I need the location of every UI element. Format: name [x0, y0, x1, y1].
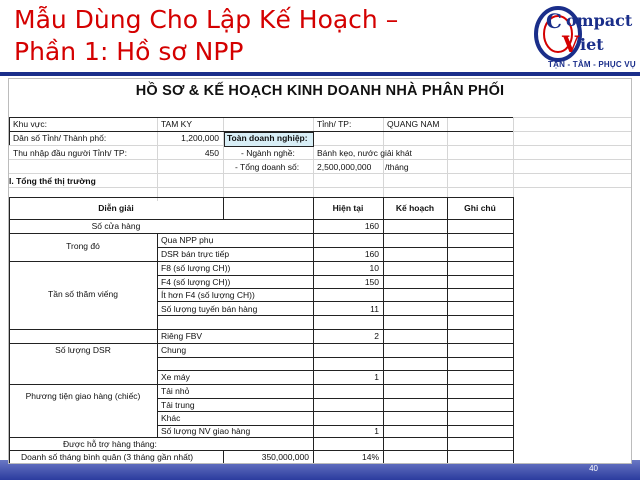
- row-dsr-ban-truc-tiep: DSR bán trực tiếp: [161, 249, 230, 259]
- row-tai-nho: Tải nhỏ: [161, 386, 190, 396]
- nganh-nghe-value: Bánh kẹo, nước giải khát: [317, 148, 412, 158]
- row-f4: F4 (số lượng CH)): [161, 277, 231, 287]
- khu-vuc-value: TAM KY: [161, 119, 193, 129]
- col-ghi-chu: Ghi chú: [464, 203, 496, 213]
- row-tai-trung: Tải trung: [161, 400, 195, 410]
- col-hien-tai: Hiện tại: [332, 203, 364, 213]
- row-so-nv-giao: Số lượng NV giao hàng: [161, 426, 251, 436]
- logo-tagline: TẬN - TÂM - PHỤC VỤ: [548, 60, 636, 69]
- row-it-hon-f4: Ít hơn F4 (số lượng CH)): [161, 290, 255, 300]
- rieng-fbv-value: 2: [374, 331, 379, 341]
- tinh-value: QUANG NAM: [387, 119, 440, 129]
- so-nv-giao-value: 1: [374, 426, 379, 436]
- row-xe-may: Xe máy: [161, 372, 190, 382]
- doanh-so-bq-value: 350,000,000: [261, 452, 309, 462]
- tong-ds-label: - Tổng doanh số:: [235, 162, 300, 172]
- row-so-luong-dsr: Số lượng DSR: [55, 345, 111, 355]
- row-so-cua-hang: Số cửa hàng: [91, 221, 141, 231]
- row-rieng-fbv: Riêng FBV: [161, 331, 203, 341]
- logo-v: V: [562, 32, 580, 58]
- spreadsheet: [8, 78, 632, 464]
- header-band: [0, 72, 640, 76]
- logo-compact-text: ompact: [566, 11, 633, 30]
- logo-viet-text: iet: [580, 35, 604, 54]
- f8-value: 10: [369, 263, 379, 273]
- row-trong-do: Trong đó: [66, 241, 100, 251]
- row-tan-so: Tần số thăm viếng: [48, 289, 118, 299]
- row-chung: Chung: [161, 345, 187, 355]
- slide-title-line1: Mẫu Dùng Cho Lập Kế Hoạch –: [14, 5, 399, 34]
- col-dien-giai: Diễn giải: [98, 203, 134, 213]
- tong-ds-value: 2,500,000,000: [317, 162, 372, 172]
- tong-ds-unit: /tháng: [385, 162, 409, 172]
- page-number: 40: [589, 464, 598, 473]
- nganh-nghe-label: - Ngành nghề:: [241, 148, 295, 158]
- dan-so-label: Dân số Tỉnh/ Thành phố:: [13, 133, 107, 143]
- row-f8: F8 (số lượng CH)): [161, 263, 231, 273]
- thu-nhap-label: Thu nhập đầu người Tỉnh/ TP:: [13, 148, 127, 158]
- tinh-label: Tỉnh/ TP:: [317, 119, 352, 129]
- row-qua-npp: Qua NPP phụ: [161, 235, 214, 245]
- khu-vuc-label: Khu vực:: [13, 119, 48, 129]
- xe-may-value: 1: [374, 372, 379, 382]
- f4-value: 150: [364, 277, 379, 287]
- dan-so-value: 1,200,000: [181, 133, 219, 143]
- sheet-title: HỒ SƠ & KẾ HOẠCH KINH DOANH NHÀ PHÂN PHỐI: [135, 83, 505, 99]
- toan-dn-label: Toàn doanh nghiệp:: [227, 133, 308, 143]
- so-tuyen-value: 11: [370, 304, 379, 314]
- row-khac: Khác: [161, 413, 181, 423]
- logo-c: C: [546, 9, 562, 33]
- doanh-so-pct: 14%: [361, 452, 379, 462]
- row-doanh-so-bq: Doanh số tháng bình quân (3 tháng gần nhất): [21, 452, 194, 462]
- section-title: I. Tổng thể thị trường: [9, 176, 96, 186]
- slide-title-line2: Phần 1: Hồ sơ NPP: [14, 37, 244, 66]
- thu-nhap-value: 450: [204, 148, 219, 158]
- row-duoc-ho-tro: Được hỗ trợ hàng tháng:: [63, 439, 157, 449]
- dsr-ban-truc-tiep-value: 160: [364, 249, 379, 259]
- col-ke-hoach: Kế hoạch: [395, 203, 435, 213]
- row-phuong-tien: Phương tiện giao hàng (chiếc): [25, 391, 141, 401]
- so-cua-hang-value: 160: [364, 221, 379, 231]
- row-so-tuyen: Số lượng tuyến bán hàng: [161, 304, 258, 314]
